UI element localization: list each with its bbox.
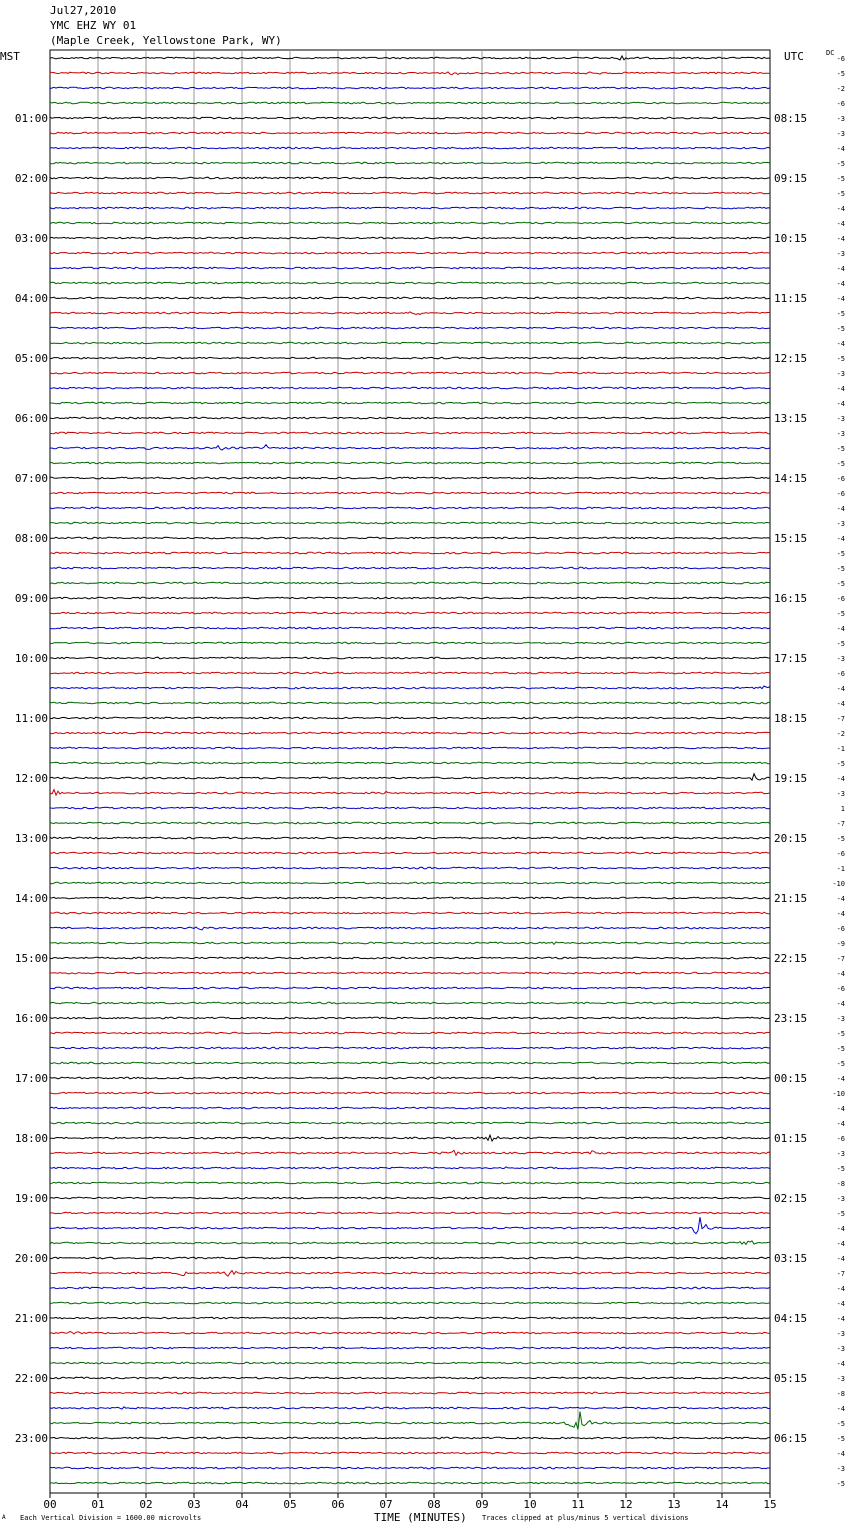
trace-93: [50, 1452, 770, 1454]
x-tick-label-11: 11: [571, 1498, 585, 1511]
trace-6: [50, 147, 770, 149]
trace-24: [50, 417, 770, 419]
left-hour-label: 19:00: [14, 1192, 48, 1205]
dc-offset-65: -5: [836, 1030, 845, 1038]
trace-58: [50, 927, 770, 930]
trace-85: [50, 1332, 770, 1335]
right-hour-label: 15:15: [774, 532, 808, 545]
trace-4: [50, 117, 770, 119]
dc-offset-83: -4: [836, 1300, 845, 1308]
left-hour-label: 11:00: [14, 712, 48, 725]
left-hour-label: 20:00: [14, 1252, 48, 1265]
dc-offset-70: -4: [836, 1105, 845, 1113]
trace-22: [50, 387, 770, 389]
trace-19: [50, 342, 770, 344]
trace-53: [50, 852, 770, 854]
right-hour-label: 08:15: [774, 112, 808, 125]
trace-3: [50, 102, 770, 104]
dc-offset-17: -5: [836, 310, 845, 318]
left-hour-label: 17:00: [14, 1072, 48, 1085]
trace-52: [50, 837, 770, 839]
trace-20: [50, 357, 770, 359]
left-hour-label: 03:00: [14, 232, 48, 245]
dc-offset-7: -5: [836, 160, 845, 168]
right-hour-label: 21:15: [774, 892, 808, 905]
dc-offset-59: -9: [836, 940, 845, 948]
trace-32: [50, 537, 770, 539]
dc-offset-49: -3: [836, 790, 845, 798]
dc-offset-28: -6: [836, 475, 845, 483]
trace-57: [50, 912, 770, 914]
dc-offset-9: -5: [836, 190, 845, 198]
right-hour-label: 16:15: [774, 592, 808, 605]
dc-offset-14: -4: [836, 265, 845, 273]
trace-92: [50, 1437, 770, 1439]
dc-offset-71: -4: [836, 1120, 845, 1128]
dc-offset-80: -4: [836, 1255, 845, 1263]
dc-offset-18: -5: [836, 325, 845, 333]
trace-90: [50, 1407, 770, 1409]
left-hour-label: 10:00: [14, 652, 48, 665]
dc-offset-50: 1: [840, 805, 845, 813]
x-tick-label-08: 08: [427, 1498, 441, 1511]
dc-offset-45: -2: [836, 730, 845, 738]
dc-offset-58: -6: [836, 925, 845, 933]
trace-8: [50, 177, 770, 179]
dc-offset-27: -5: [836, 460, 845, 468]
dc-offset-43: -4: [836, 700, 845, 708]
trace-87: [50, 1362, 770, 1364]
dc-offset-57: -4: [836, 910, 845, 918]
dc-offset-13: -3: [836, 250, 845, 258]
left-hour-label: 12:00: [14, 772, 48, 785]
right-timezone-label: UTC: [784, 50, 804, 63]
dc-offset-36: -6: [836, 595, 845, 603]
dc-offset-10: -4: [836, 205, 845, 213]
trace-26: [50, 445, 770, 450]
dc-offset-16: -4: [836, 295, 845, 303]
dc-offset-20: -5: [836, 355, 845, 363]
dc-offset-26: -5: [836, 445, 845, 453]
dc-offset-53: -6: [836, 850, 845, 858]
dc-offset-63: -4: [836, 1000, 845, 1008]
dc-offset-11: -4: [836, 220, 845, 228]
dc-offset-40: -3: [836, 655, 845, 663]
left-hour-label: 02:00: [14, 172, 48, 185]
station-location: (Maple Creek, Yellowstone Park, WY): [50, 34, 282, 47]
trace-55: [50, 882, 770, 884]
trace-14: [50, 267, 770, 269]
dc-offset-90: -4: [836, 1405, 845, 1413]
trace-80: [50, 1257, 770, 1259]
trace-44: [50, 717, 770, 719]
trace-5: [50, 132, 770, 134]
dc-offset-74: -5: [836, 1165, 845, 1173]
dc-offset-87: -4: [836, 1360, 845, 1368]
dc-offset-41: -6: [836, 670, 845, 678]
trace-17: [50, 312, 770, 315]
dc-offset-93: -4: [836, 1450, 845, 1458]
dc-offset-92: -5: [836, 1435, 845, 1443]
trace-36: [50, 597, 770, 599]
dc-offset-79: -4: [836, 1240, 845, 1248]
dc-offset-32: -4: [836, 535, 845, 543]
right-hour-label: 13:15: [774, 412, 808, 425]
dc-offset-67: -5: [836, 1060, 845, 1068]
right-hour-label: 09:15: [774, 172, 808, 185]
trace-95: [50, 1482, 770, 1484]
dc-offset-8: -5: [836, 175, 845, 183]
trace-23: [50, 402, 770, 404]
dc-offset-6: -4: [836, 145, 845, 153]
dc-offset-24: -3: [836, 415, 845, 423]
plot-frame: [50, 50, 770, 1493]
right-hour-label: 14:15: [774, 472, 808, 485]
dc-offset-52: -5: [836, 835, 845, 843]
trace-27: [50, 462, 770, 464]
x-tick-label-01: 01: [91, 1498, 105, 1511]
dc-offset-47: -5: [836, 760, 845, 768]
dc-offset-66: -5: [836, 1045, 845, 1053]
right-hour-label: 18:15: [774, 712, 808, 725]
x-tick-label-14: 14: [715, 1498, 729, 1511]
dc-offset-35: -5: [836, 580, 845, 588]
dc-offset-30: -4: [836, 505, 845, 513]
trace-54: [50, 867, 770, 869]
dc-offset-85: -3: [836, 1330, 845, 1338]
trace-12: [50, 237, 770, 239]
dc-offset-61: -4: [836, 970, 845, 978]
trace-94: [50, 1467, 770, 1469]
trace-86: [50, 1347, 770, 1349]
trace-59: [50, 942, 770, 945]
left-hour-label: 05:00: [14, 352, 48, 365]
dc-offset-header: DC: [826, 49, 835, 57]
dc-offset-72: -6: [836, 1135, 845, 1143]
dc-offset-33: -5: [836, 550, 845, 558]
dc-offset-73: -3: [836, 1150, 845, 1158]
dc-offset-3: -6: [836, 100, 845, 108]
trace-70: [50, 1107, 770, 1109]
dc-offset-88: -3: [836, 1375, 845, 1383]
trace-50: [50, 807, 770, 809]
right-hour-label: 20:15: [774, 832, 808, 845]
right-hour-label: 02:15: [774, 1192, 808, 1205]
dc-offset-29: -6: [836, 490, 845, 498]
station-code: YMC EHZ WY 01: [50, 19, 137, 32]
trace-25: [50, 432, 770, 434]
dc-offset-89: -8: [836, 1390, 845, 1398]
dc-offset-31: -3: [836, 520, 845, 528]
left-hour-label: 13:00: [14, 832, 48, 845]
dc-offset-42: -4: [836, 685, 845, 693]
trace-81: [50, 1271, 770, 1277]
left-hour-label: 08:00: [14, 532, 48, 545]
trace-9: [50, 192, 770, 194]
x-tick-label-03: 03: [187, 1498, 201, 1511]
trace-76: [50, 1197, 770, 1199]
trace-37: [50, 612, 770, 614]
trace-62: [50, 987, 770, 989]
dc-offset-56: -4: [836, 895, 845, 903]
dc-offset-0: -6: [836, 55, 845, 63]
dc-offset-25: -3: [836, 430, 845, 438]
dc-offset-77: -5: [836, 1210, 845, 1218]
trace-91: [50, 1412, 770, 1430]
plot-date: Jul27,2010: [50, 4, 117, 17]
dc-offset-68: -4: [836, 1075, 845, 1083]
dc-offset-12: -4: [836, 235, 845, 243]
dc-offset-60: -7: [836, 955, 845, 963]
x-tick-label-10: 10: [523, 1498, 537, 1511]
trace-66: [50, 1047, 770, 1049]
x-tick-label-09: 09: [475, 1498, 489, 1511]
right-hour-label: 03:15: [774, 1252, 808, 1265]
dc-offset-51: -7: [836, 820, 845, 828]
vertical-division-note: Each Vertical Division = 1600.00 microvolts: [20, 1514, 202, 1522]
right-hour-label: 05:15: [774, 1372, 808, 1385]
trace-45: [50, 732, 770, 734]
trace-78: [50, 1217, 770, 1233]
dc-offset-37: -5: [836, 610, 845, 618]
dc-offset-82: -4: [836, 1285, 845, 1293]
left-hour-label: 01:00: [14, 112, 48, 125]
right-hour-label: 00:15: [774, 1072, 808, 1085]
trace-34: [50, 567, 770, 569]
trace-46: [50, 747, 770, 749]
trace-65: [50, 1032, 770, 1034]
trace-49: [50, 790, 770, 796]
trace-31: [50, 522, 770, 524]
left-timezone-label: MST: [0, 50, 20, 63]
dc-offset-15: -4: [836, 280, 845, 288]
dc-offset-84: -4: [836, 1315, 845, 1323]
right-hour-label: 22:15: [774, 952, 808, 965]
left-hour-label: 23:00: [14, 1432, 48, 1445]
trace-18: [50, 327, 770, 329]
trace-67: [50, 1062, 770, 1064]
right-hour-label: 12:15: [774, 352, 808, 365]
right-hour-label: 23:15: [774, 1012, 808, 1025]
x-axis-label: TIME (MINUTES): [374, 1511, 467, 1524]
x-tick-label-06: 06: [331, 1498, 345, 1511]
trace-28: [50, 477, 770, 479]
trace-69: [50, 1092, 770, 1094]
left-hour-label: 15:00: [14, 952, 48, 965]
left-hour-label: 04:00: [14, 292, 48, 305]
dc-offset-81: -7: [836, 1270, 845, 1278]
trace-84: [50, 1317, 770, 1319]
dc-offset-1: -5: [836, 70, 845, 78]
dc-offset-64: -3: [836, 1015, 845, 1023]
trace-2: [50, 87, 770, 89]
dc-offset-76: -3: [836, 1195, 845, 1203]
dc-offset-55: -10: [832, 880, 845, 888]
trace-43: [50, 702, 770, 704]
right-hour-label: 19:15: [774, 772, 808, 785]
trace-48: [50, 774, 770, 780]
trace-63: [50, 1002, 770, 1004]
right-hour-label: 06:15: [774, 1432, 808, 1445]
trace-71: [50, 1122, 770, 1124]
x-tick-label-13: 13: [667, 1498, 681, 1511]
left-hour-label: 07:00: [14, 472, 48, 485]
x-tick-label-02: 02: [139, 1498, 153, 1511]
trace-39: [50, 642, 770, 644]
dc-offset-86: -3: [836, 1345, 845, 1353]
dc-offset-21: -3: [836, 370, 845, 378]
trace-13: [50, 252, 770, 254]
trace-16: [50, 297, 770, 299]
trace-7: [50, 162, 770, 164]
right-hour-label: 11:15: [774, 292, 808, 305]
trace-61: [50, 972, 770, 974]
left-hour-label: 06:00: [14, 412, 48, 425]
left-hour-label: 16:00: [14, 1012, 48, 1025]
trace-21: [50, 372, 770, 374]
dc-offset-94: -3: [836, 1465, 845, 1473]
dc-offset-34: -5: [836, 565, 845, 573]
trace-30: [50, 507, 770, 509]
dc-offset-78: -4: [836, 1225, 845, 1233]
x-tick-label-12: 12: [619, 1498, 633, 1511]
left-hour-label: 09:00: [14, 592, 48, 605]
corner-mark: A: [2, 1514, 6, 1521]
right-hour-label: 04:15: [774, 1312, 808, 1325]
dc-offset-19: -4: [836, 340, 845, 348]
dc-offset-91: -5: [836, 1420, 845, 1428]
dc-offset-48: -4: [836, 775, 845, 783]
trace-64: [50, 1017, 770, 1019]
trace-42: [50, 686, 770, 689]
x-tick-label-04: 04: [235, 1498, 249, 1511]
x-tick-label-15: 15: [763, 1498, 777, 1511]
trace-40: [50, 657, 770, 659]
trace-89: [50, 1392, 770, 1394]
trace-15: [50, 282, 770, 284]
trace-51: [50, 822, 770, 824]
dc-offset-46: -1: [836, 745, 845, 753]
trace-74: [50, 1167, 770, 1169]
trace-79: [50, 1241, 770, 1245]
dc-offset-95: -5: [836, 1480, 845, 1488]
dc-offset-4: -3: [836, 115, 845, 123]
trace-41: [50, 672, 770, 674]
dc-offset-39: -5: [836, 640, 845, 648]
left-hour-label: 21:00: [14, 1312, 48, 1325]
dc-offset-62: -6: [836, 985, 845, 993]
dc-offset-44: -7: [836, 715, 845, 723]
clip-note: Traces clipped at plus/minus 5 vertical divisions: [482, 1514, 689, 1522]
dc-offset-23: -4: [836, 400, 845, 408]
trace-75: [50, 1182, 770, 1184]
dc-offset-54: -1: [836, 865, 845, 873]
left-hour-label: 22:00: [14, 1372, 48, 1385]
dc-offset-22: -4: [836, 385, 845, 393]
dc-offset-5: -3: [836, 130, 845, 138]
trace-56: [50, 897, 770, 899]
dc-offset-69: -10: [832, 1090, 845, 1098]
trace-77: [50, 1212, 770, 1214]
trace-38: [50, 627, 770, 629]
left-hour-label: 18:00: [14, 1132, 48, 1145]
dc-offset-75: -8: [836, 1180, 845, 1188]
x-tick-label-07: 07: [379, 1498, 393, 1511]
trace-33: [50, 552, 770, 554]
dc-offset-2: -2: [836, 85, 845, 93]
trace-1: [50, 72, 770, 75]
trace-0: [50, 56, 770, 60]
x-tick-label-05: 05: [283, 1498, 297, 1511]
trace-11: [50, 222, 770, 224]
trace-60: [50, 957, 770, 959]
trace-47: [50, 762, 770, 764]
trace-35: [50, 582, 770, 584]
right-hour-label: 01:15: [774, 1132, 808, 1145]
trace-88: [50, 1377, 770, 1379]
trace-83: [50, 1302, 770, 1304]
x-tick-label-00: 00: [43, 1498, 57, 1511]
right-hour-label: 17:15: [774, 652, 808, 665]
trace-68: [50, 1077, 770, 1079]
left-hour-label: 14:00: [14, 892, 48, 905]
right-hour-label: 10:15: [774, 232, 808, 245]
trace-29: [50, 492, 770, 494]
trace-82: [50, 1287, 770, 1289]
trace-72: [50, 1135, 770, 1141]
dc-offset-38: -4: [836, 625, 845, 633]
trace-10: [50, 207, 770, 209]
trace-73: [50, 1150, 770, 1155]
